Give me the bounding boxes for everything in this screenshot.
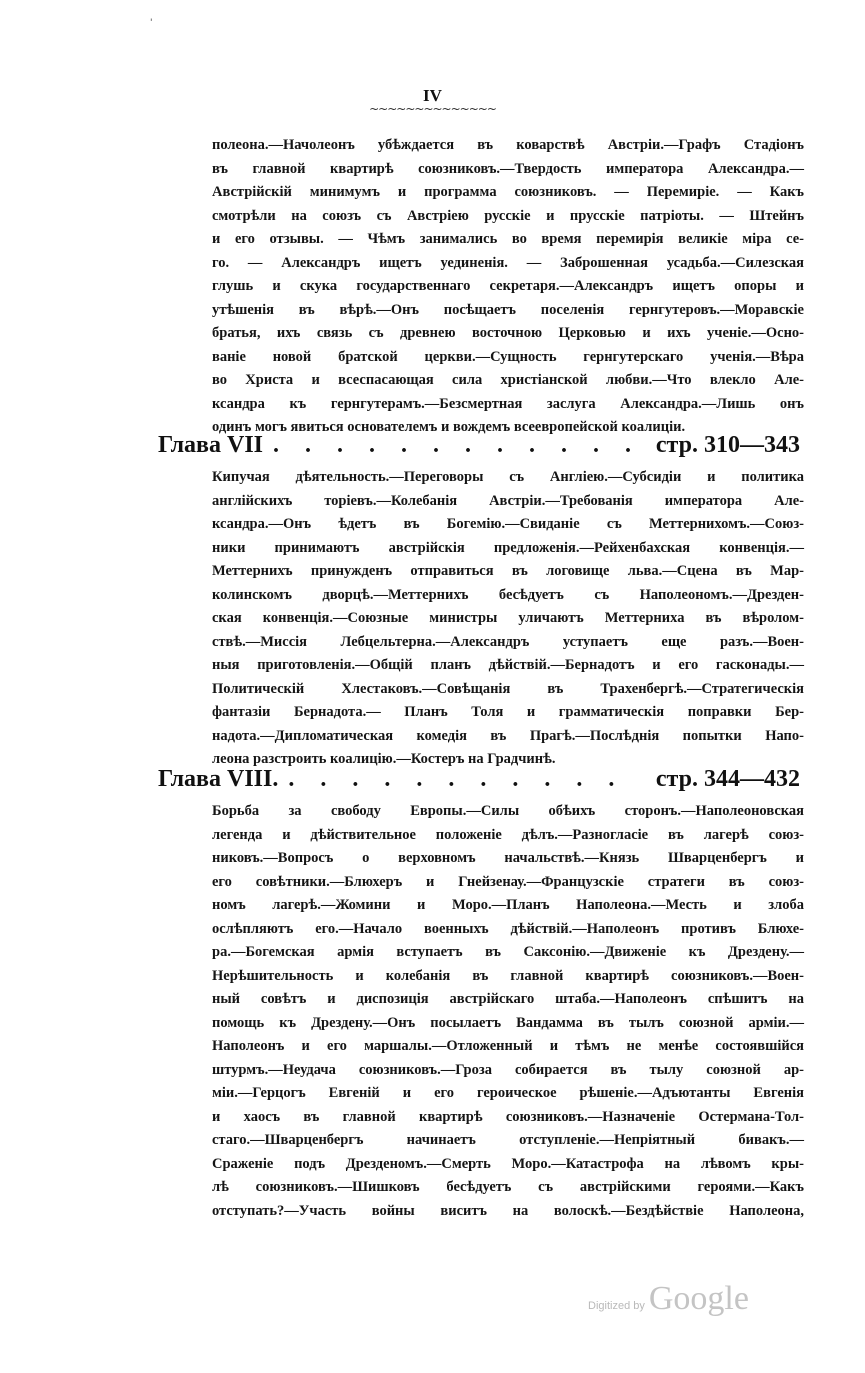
text-line: ныя приготовленія.—Общій планъ дѣйствій.—Бернадотъ и его гасконады.— (212, 657, 804, 673)
google-logo: Google (648, 1280, 749, 1317)
text-line: въ главной квартирѣ союзниковъ.—Твердость императора Александра.— (212, 160, 804, 177)
text-line: Политическій Хлестаковъ.—Совѣщанія въ Трахенбергѣ.—Стратегическія (212, 680, 804, 697)
chapter-pages: стр. 310—343 (655, 432, 800, 458)
text-line: его совѣтники.—Блюхеръ и Гнейзенау.—Французскіе стратеги въ союз- (212, 873, 804, 890)
text-line: Борьба за свободу Европы.—Силы обѣихъ сторонъ.—Наполеоновская (212, 803, 804, 819)
text-line: одинъ могъ явиться основателемъ и вождемъ всеевропейской коалиціи. (212, 419, 686, 435)
text-line: Нерѣшительность и колебанія въ главной квартирѣ союзниковъ.—Воен- (212, 967, 804, 984)
text-line: во Христа и всеспасающая сила христіанской любви.—Что влекло Але- (212, 372, 804, 388)
text-line: лѣ союзниковъ.—Шишковъ бесѣдуетъ съ австрійскими героями.—Какъ (212, 1179, 804, 1195)
leader-dots: . . . . . . . . . . . . (273, 432, 641, 458)
text-line: ный совѣтъ и диспозиція австрійскаго штаба.—Наполеонъ спѣшитъ на (212, 991, 804, 1007)
text-line: Наполеонъ и его маршалы.—Отложенный и тѣмъ не менѣе состоявшійся (212, 1038, 804, 1054)
digitized-by-google-watermark (588, 1280, 749, 1318)
text-line: ствѣ.—Миссія Лебцельтерна.—Александръ уступаетъ еще разъ.—Воен- (212, 633, 804, 650)
text-line: смотрѣли на союзъ съ Австріею русскіе и прусскіе патріоты. — Штейнъ (212, 207, 804, 224)
text-line: колинскомъ дворцѣ.—Меттернихъ бесѣдуетъ съ Наполеономъ.—Дрезден- (212, 586, 804, 603)
text-line: штурмъ.—Неудача союзниковъ.—Гроза собирается въ тылу союзной ар- (212, 1061, 804, 1078)
text-line: никовъ.—Вопросъ о верховномъ начальствѣ.—Князь Шварценбергъ и (212, 850, 804, 866)
chapter-vi-summary (212, 134, 804, 440)
leader-dots: . . . . . . . . . . . (288, 766, 625, 792)
text-line: фантазіи Бернадота.— Планъ Толя и грамматическія поправки Бер- (212, 704, 804, 720)
text-line: надота.—Дипломатическая комедія въ Прагѣ.—Послѣднія попытки Напо- (212, 727, 804, 744)
text-line: стаго.—Шварценбергъ начинаетъ отступленіе.—Непріятный бивакъ.— (212, 1132, 804, 1148)
page-speck: ' (150, 18, 153, 28)
text-line: Австрійскій минимумъ и программа союзниковъ. — Перемиріе. — Какъ (212, 184, 804, 200)
text-line: ксандра къ гернгутерамъ.—Безсмертная заслуга Александра.—Лишь онъ (212, 395, 804, 412)
digitized-label: Digitized by (588, 1300, 645, 1312)
chapter-title: Глава VIII. (158, 766, 279, 792)
page-number: IV (423, 86, 442, 105)
chapter-viii-summary (212, 800, 804, 1223)
text-line: глушь и скука государственнаго секретаря.—Александръ ищетъ опоры и (212, 278, 804, 294)
page-number-ornament: ~~~~~~~~~~~~~~ (369, 102, 496, 116)
chapter-viii-heading (158, 766, 800, 800)
text-line: отступать?—Участь войны виситъ на волоскѣ.—Бездѣйствіе Наполеона, (212, 1202, 804, 1219)
text-line: Сраженіе подъ Дрезденомъ.—Смерть Моро.—Катастрофа на лѣвомъ кры- (212, 1155, 804, 1172)
chapter-vii-heading (158, 432, 800, 466)
text-line: ослѣпляютъ его.—Начало военныхъ дѣйствій.—Наполеонъ противъ Блюхе- (212, 920, 804, 937)
text-line: помощь къ Дрездену.—Онъ посылаетъ Вандамма въ тылъ союзной арміи.— (212, 1014, 804, 1031)
text-line: полеона.—Начолеонъ убѣждается въ коварствѣ Австріи.—Графъ Стадіонъ (212, 137, 804, 153)
text-line: и его отзывы. — Чѣмъ занимались во время перемирія великіе міра се- (212, 231, 804, 247)
text-line: ники принимаютъ австрійскія предложенія.—Рейхенбахская конвенція.— (212, 539, 804, 556)
text-line: легенда и дѣйствительное положеніе дѣлъ.—Разногласіе въ лагерѣ союз- (212, 826, 804, 843)
chapter-title: Глава VII (158, 432, 263, 458)
text-line: міи.—Герцогъ Евгеній и его героическое рѣшеніе.—Адъютанты Евгенія (212, 1085, 804, 1101)
text-line: го. — Александръ ищетъ уединенія. — Заброшенная усадьба.—Силезская (212, 254, 804, 271)
text-line: Кипучая дѣятельность.—Переговоры съ Англіею.—Субсидіи и политика (212, 469, 804, 485)
text-line: ра.—Богемская армія вступаетъ въ Саксонію.—Движеніе къ Дрездену.— (212, 944, 804, 960)
text-line: ская конвенція.—Союзные министры уличаютъ Меттерниха въ вѣролом- (212, 610, 804, 626)
text-line: леона разстроить коалицію.—Костеръ на Градчинѣ. (212, 751, 556, 767)
text-line: Меттернихъ принужденъ отправиться въ логовище льва.—Сцена въ Мар- (212, 563, 804, 579)
text-line: номъ лагерѣ.—Жомини и Моро.—Планъ Наполеона.—Месть и злоба (212, 897, 804, 913)
text-line: братья, ихъ связь съ древнею восточною Церковью и ихъ ученіе.—Осно- (212, 325, 804, 341)
text-line: англійскихъ торіевъ.—Колебанія Австріи.—Требованія императора Але- (212, 492, 804, 509)
text-line: ваніе новой братской церкви.—Сущность гернгутерскаго ученія.—Вѣра (212, 348, 804, 365)
chapter-vii-summary (212, 466, 804, 772)
text-line: ксандра.—Онъ ѣдетъ въ Богемію.—Свиданіе съ Меттернихомъ.—Союз- (212, 516, 804, 532)
text-line: и хаосъ въ главной квартирѣ союзниковъ.—Назначеніе Остермана-Тол- (212, 1108, 804, 1125)
chapter-pages: стр. 344—432 (655, 766, 800, 792)
text-line: утѣшенія въ вѣрѣ.—Онъ посѣщаетъ поселенія гернгутеровъ.—Моравскіе (212, 301, 804, 318)
